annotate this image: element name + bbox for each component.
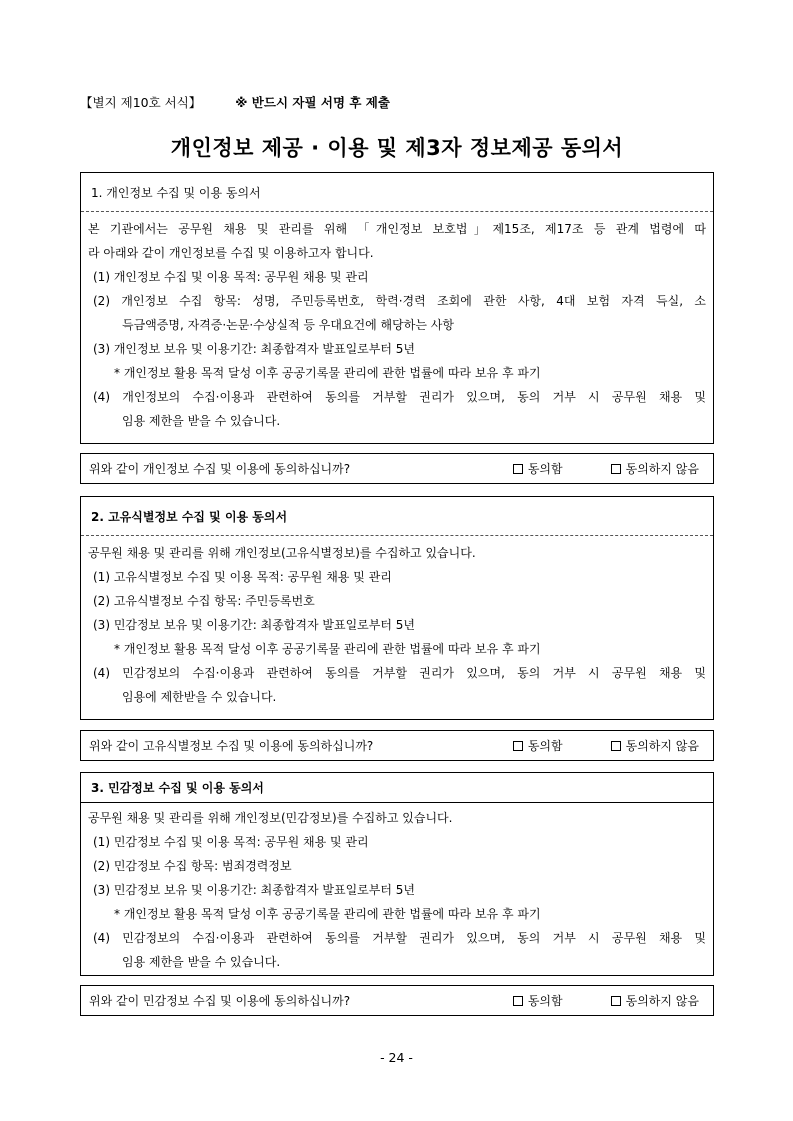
section-1-intro-line-2: 라 아래와 같이 개인정보를 수집 및 이용하고자 합니다. bbox=[88, 246, 374, 260]
section-2-item-3-note: * 개인정보 활용 목적 달성 이후 공공기록물 관리에 관한 법률에 따라 보유 후 파기 bbox=[114, 642, 541, 656]
section-3-consent-row bbox=[80, 985, 714, 1016]
section-2-heading: 2. 고유식별정보 수집 및 이용 동의서 bbox=[81, 497, 713, 536]
section-2-item-4-line-1: (4) 민감정보의 수집·이용과 관련하여 동의를 거부할 권리가 있으며, 동의 거부 시 공무원 채용 및 bbox=[93, 666, 706, 680]
section-2-body bbox=[81, 536, 713, 709]
section-3-item-2: (2) 민감정보 수집 항목: 범죄경력정보 bbox=[93, 859, 292, 873]
section-3-item-4-line-2: 임용 제한을 받을 수 있습니다. bbox=[122, 955, 281, 969]
section-1-item-3-note: * 개인정보 활용 목적 달성 이후 공공기록물 관리에 관한 법률에 따라 보유 후 파기 bbox=[114, 366, 541, 380]
section-2-agree-option[interactable] bbox=[513, 737, 563, 754]
section-2-item-4-line-2: 임용에 제한받을 수 있습니다. bbox=[122, 690, 277, 704]
section-3-agree-checkbox[interactable] bbox=[513, 996, 523, 1006]
section-3-intro: 공무원 채용 및 관리를 위해 개인정보(민감정보)를 수집하고 있습니다. bbox=[88, 811, 453, 825]
page-number: - 24 - bbox=[380, 1050, 413, 1065]
section-2-item-1: (1) 고유식별정보 수집 및 이용 목적: 공무원 채용 및 관리 bbox=[93, 570, 392, 584]
section-3-heading: 3. 민감정보 수집 및 이용 동의서 bbox=[81, 773, 713, 803]
section-3-disagree-checkbox[interactable] bbox=[611, 996, 621, 1006]
section-3-disagree-label: 동의하지 않음 bbox=[625, 994, 699, 1008]
section-3-disagree-option[interactable] bbox=[611, 992, 699, 1009]
section-1-item-3: (3) 개인정보 보유 및 이용기간: 최종합격자 발표일로부터 5년 bbox=[93, 342, 415, 356]
section-3-agree-label: 동의함 bbox=[527, 994, 563, 1008]
section-3-item-1: (1) 민감정보 수집 및 이용 목적: 공무원 채용 및 관리 bbox=[93, 835, 369, 849]
section-1-item-1: (1) 개인정보 수집 및 이용 목적: 공무원 채용 및 관리 bbox=[93, 270, 369, 284]
section-1-disagree-option[interactable] bbox=[611, 460, 699, 477]
document-title: 개인정보 제공 · 이용 및 제3자 정보제공 동의서 bbox=[170, 136, 624, 160]
section-1-body bbox=[81, 212, 713, 433]
section-1-disagree-label: 동의하지 않음 bbox=[625, 462, 699, 476]
section-3-item-4-line-1: (4) 민감정보의 수집·이용과 관련하여 동의를 거부할 권리가 있으며, 동의 거부 시 공무원 채용 및 bbox=[93, 931, 706, 945]
section-2-consent-row bbox=[80, 730, 714, 761]
section-1-heading: 1. 개인정보 수집 및 이용 동의서 bbox=[81, 173, 713, 212]
section-2-disagree-option[interactable] bbox=[611, 737, 699, 754]
form-header bbox=[80, 93, 720, 111]
form-label: 【별지 제10호 서식】 bbox=[80, 95, 202, 110]
section-2-item-2: (2) 고유식별정보 수집 항목: 주민등록번호 bbox=[93, 594, 315, 608]
section-3-item-3-note: * 개인정보 활용 목적 달성 이후 공공기록물 관리에 관한 법률에 따라 보유 후 파기 bbox=[114, 907, 541, 921]
section-3-box bbox=[80, 772, 714, 976]
section-1-item-2-line-1: (2) 개인정보 수집 항목: 성명, 주민등록번호, 학력·경력 조회에 관한 사항, 4대 보험 자격 득실, 소 bbox=[93, 294, 706, 308]
section-1-agree-checkbox[interactable] bbox=[513, 464, 523, 474]
section-2-disagree-checkbox[interactable] bbox=[611, 741, 621, 751]
signature-note: ※ 반드시 자필 서명 후 제출 bbox=[235, 95, 390, 110]
section-2-disagree-label: 동의하지 않음 bbox=[625, 739, 699, 753]
section-1-agree-option[interactable] bbox=[513, 460, 563, 477]
section-2-box bbox=[80, 496, 714, 720]
section-2-agree-label: 동의함 bbox=[527, 739, 563, 753]
section-3-item-3: (3) 민감정보 보유 및 이용기간: 최종합격자 발표일로부터 5년 bbox=[93, 883, 415, 897]
section-1-item-4-line-1: (4) 개인정보의 수집·이용과 관련하여 동의를 거부할 권리가 있으며, 동의 거부 시 공무원 채용 및 bbox=[93, 390, 706, 404]
section-2-question: 위와 같이 고유식별정보 수집 및 이용에 동의하십니까? bbox=[89, 739, 374, 753]
section-1-disagree-checkbox[interactable] bbox=[611, 464, 621, 474]
section-1-intro-line-1: 본 기관에서는 공무원 채용 및 관리를 위해 「개인정보 보호법」제15조, 제17조 등 관계 법령에 따 bbox=[88, 222, 706, 236]
section-1-agree-label: 동의함 bbox=[527, 462, 563, 476]
section-2-intro: 공무원 채용 및 관리를 위해 개인정보(고유식별정보)를 수집하고 있습니다. bbox=[88, 546, 476, 560]
section-1-item-2-line-2: 득금액증명, 자격증·논문·수상실적 등 우대요건에 해당하는 사항 bbox=[122, 318, 454, 332]
section-2-agree-checkbox[interactable] bbox=[513, 741, 523, 751]
section-2-item-3: (3) 민감정보 보유 및 이용기간: 최종합격자 발표일로부터 5년 bbox=[93, 618, 415, 632]
section-1-box bbox=[80, 172, 714, 444]
section-1-question: 위와 같이 개인정보 수집 및 이용에 동의하십니까? bbox=[89, 462, 351, 476]
section-1-consent-row bbox=[80, 453, 714, 484]
section-1-item-4-line-2: 임용 제한을 받을 수 있습니다. bbox=[122, 414, 281, 428]
section-3-agree-option[interactable] bbox=[513, 992, 563, 1009]
section-3-body bbox=[81, 803, 713, 974]
section-3-question: 위와 같이 민감정보 수집 및 이용에 동의하십니까? bbox=[89, 994, 351, 1008]
